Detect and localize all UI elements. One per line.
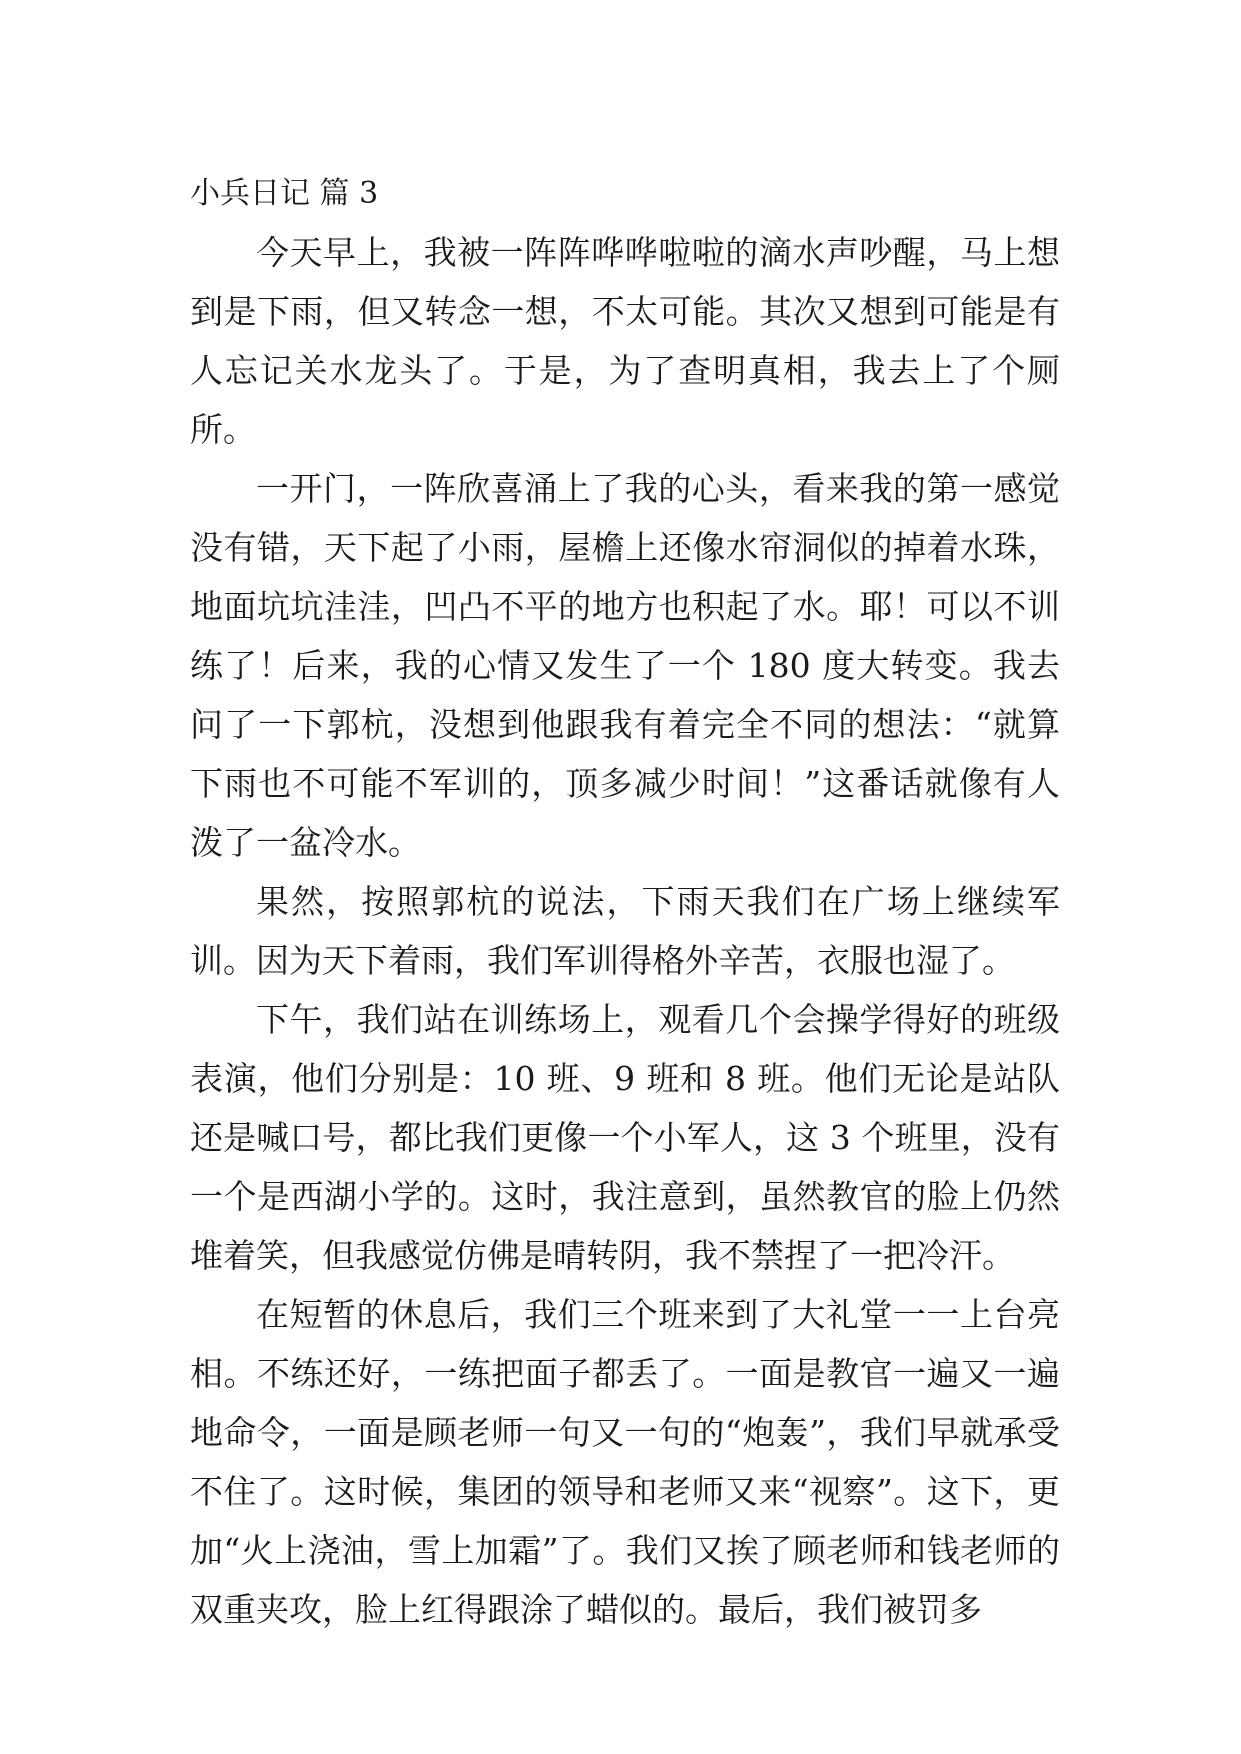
paragraph-2: 一开门，一阵欣喜涌上了我的心头，看来我的第一感觉没有错，天下起了小雨，屋檐上还像水帘洞似的掉着水珠，地面坑坑洼洼，凹凸不平的地方也积起了水。耶！可以不训练了！后来，我的心情又发生了一个 180 度大转变。我去问了一下郭杭，没想到他跟我有着完全不同的想法：“就算下雨也不可能不军训的，顶多减少时间！”这番话就像有人泼了一盆冷水。 — [190, 469, 1060, 862]
paragraph-1: 今天早上，我被一阵阵哗哗啦啦的滴水声吵醒，马上想到是下雨，但又转念一想，不太可能。其次又想到可能是有人忘记关水龙头了。于是，为了查明真相，我去上了个厕所。 — [190, 233, 1060, 449]
paragraph-4: 下午，我们站在训练场上，观看几个会操学得好的班级表演，他们分别是：10 班、9 班和 8 班。他们无论是站队还是喊口号，都比我们更像一个小军人，这 3 个班里，没有一个是西湖小学的。这时，我注意到，虽然教官的脸上仍然堆着笑，但我感觉仿佛是晴转阴，我不禁捏了一把冷汗。 — [190, 1000, 1060, 1275]
paragraph-3: 果然，按照郭杭的说法，下雨天我们在广场上继续军训。因为天下着雨，我们军训得格外辛苦，衣服也湿了。 — [190, 882, 1060, 980]
paragraph-5: 在短暂的休息后，我们三个班来到了大礼堂一一上台亮相。不练还好，一练把面子都丢了。一面是教官一遍又一遍地命令，一面是顾老师一句又一句的“炮轰”，我们早就承受不住了。这时候，集团的领导和老师又来“视察”。这下，更加“火上浇油，雪上加霜”了。我们又挨了顾老师和钱老师的双重夹攻，脸上红得跟涂了蜡似的。最后，我们被罚多 — [190, 1295, 1060, 1629]
document-body — [190, 164, 1060, 1639]
document-title: 小兵日记 篇 3 — [190, 176, 379, 211]
